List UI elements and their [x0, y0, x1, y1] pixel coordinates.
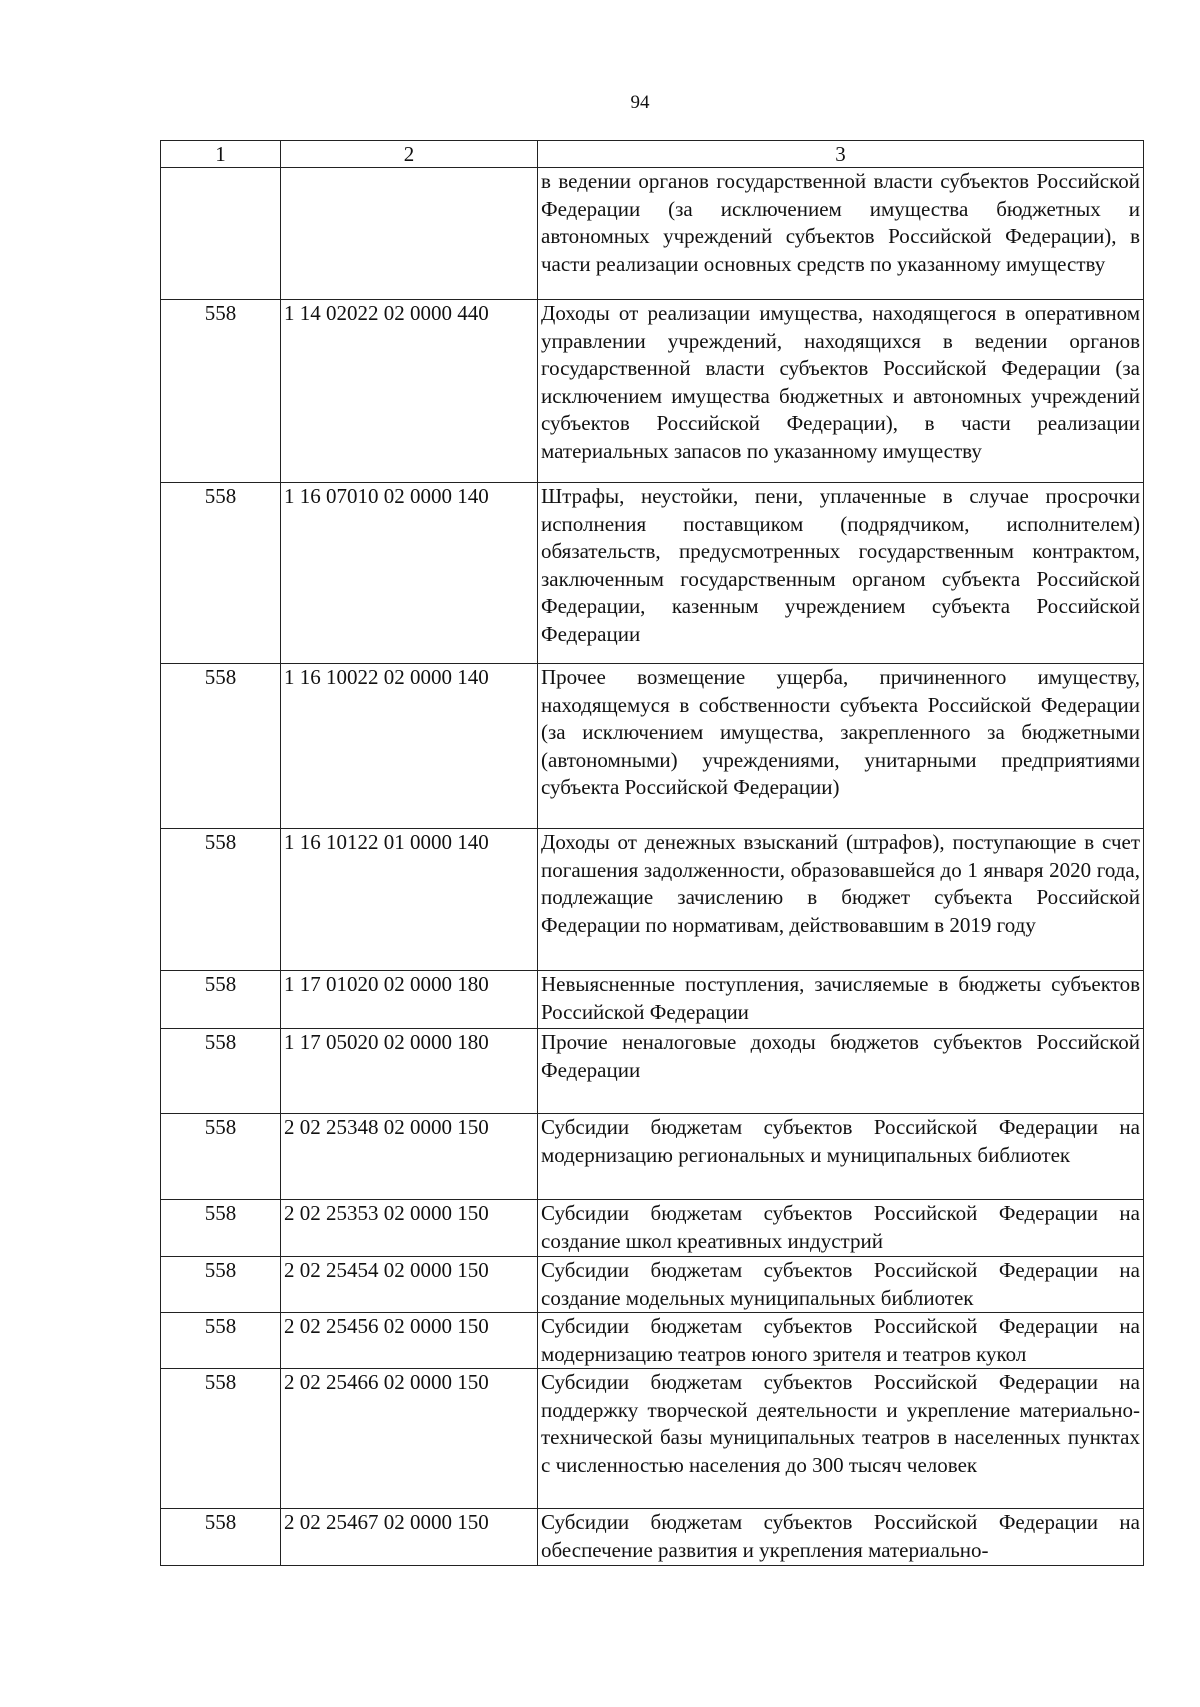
- budget-classification-code-cell: 1 16 10122 01 0000 140: [281, 829, 538, 971]
- admin-code-cell: 558: [161, 1114, 281, 1200]
- income-description-cell: Субсидии бюджетам субъектов Российской Федерации на создание модельных муниципальных библиотек: [538, 1257, 1144, 1313]
- income-description-cell: Прочее возмещение ущерба, причиненного имуществу, находящемуся в собственности субъекта Российской Федерации (за исключением имущества, закрепленного за бюджетными (автономными) учреждениями, унитарными предприятиями субъекта Российской Федерации): [538, 664, 1144, 829]
- income-description-cell: Субсидии бюджетам субъектов Российской Федерации на обеспечение развития и укрепления материально-: [538, 1509, 1144, 1566]
- table-row: [161, 1114, 1144, 1200]
- budget-classification-code-cell: 2 02 25467 02 0000 150: [281, 1509, 538, 1566]
- admin-code-cell: 558: [161, 300, 281, 483]
- table-header-row: [161, 141, 1144, 168]
- budget-classification-code-cell: [281, 168, 538, 300]
- budget-classification-code-cell: 1 17 05020 02 0000 180: [281, 1029, 538, 1114]
- budget-classification-code-cell: 1 16 07010 02 0000 140: [281, 483, 538, 664]
- admin-code-cell: 558: [161, 971, 281, 1029]
- income-description-cell: Субсидии бюджетам субъектов Российской Федерации на модернизацию театров юного зрителя и театров кукол: [538, 1313, 1144, 1369]
- column-header-2: 2: [281, 141, 538, 168]
- admin-code-cell: 558: [161, 1369, 281, 1509]
- admin-code-cell: 558: [161, 483, 281, 664]
- budget-codes-table: [160, 140, 1144, 1566]
- budget-classification-code-cell: 2 02 25348 02 0000 150: [281, 1114, 538, 1200]
- column-header-3: 3: [538, 141, 1144, 168]
- admin-code-cell: 558: [161, 1313, 281, 1369]
- budget-classification-code-cell: 2 02 25456 02 0000 150: [281, 1313, 538, 1369]
- table-row: [161, 1200, 1144, 1257]
- table-row: [161, 829, 1144, 971]
- admin-code-cell: 558: [161, 1029, 281, 1114]
- table-row: [161, 1509, 1144, 1566]
- table-row: [161, 168, 1144, 300]
- income-description-cell: Штрафы, неустойки, пени, уплаченные в случае просрочки исполнения поставщиком (подрядчиком, исполнителем) обязательств, предусмотренных государственным контрактом, заключенным государственным органом субъекта Российской Федерации, казенным учреждением субъекта Российской Федерации: [538, 483, 1144, 664]
- table-row: [161, 1029, 1144, 1114]
- income-description-cell: Прочие неналоговые доходы бюджетов субъектов Российской Федерации: [538, 1029, 1144, 1114]
- admin-code-cell: 558: [161, 1509, 281, 1566]
- budget-classification-code-cell: 2 02 25353 02 0000 150: [281, 1200, 538, 1257]
- admin-code-cell: [161, 168, 281, 300]
- table-row: [161, 971, 1144, 1029]
- admin-code-cell: 558: [161, 829, 281, 971]
- table-row: [161, 1313, 1144, 1369]
- budget-classification-code-cell: 1 17 01020 02 0000 180: [281, 971, 538, 1029]
- income-description-cell: Субсидии бюджетам субъектов Российской Федерации на создание школ креативных индустрий: [538, 1200, 1144, 1257]
- column-header-1: 1: [161, 141, 281, 168]
- budget-classification-code-cell: 1 14 02022 02 0000 440: [281, 300, 538, 483]
- admin-code-cell: 558: [161, 1257, 281, 1313]
- table-row: [161, 300, 1144, 483]
- income-description-cell: Субсидии бюджетам субъектов Российской Федерации на модернизацию региональных и муниципальных библиотек: [538, 1114, 1144, 1200]
- admin-code-cell: 558: [161, 664, 281, 829]
- table-row: [161, 664, 1144, 829]
- budget-classification-code-cell: 1 16 10022 02 0000 140: [281, 664, 538, 829]
- table-row: [161, 1257, 1144, 1313]
- page-number: 94: [630, 92, 650, 113]
- budget-classification-code-cell: 2 02 25454 02 0000 150: [281, 1257, 538, 1313]
- admin-code-cell: 558: [161, 1200, 281, 1257]
- income-description-cell: Доходы от денежных взысканий (штрафов), поступающие в счет погашения задолженности, образовавшейся до 1 января 2020 года, подлежащие зачислению в бюджет субъекта Российской Федерации по нормативам, действовавшим в 2019 году: [538, 829, 1144, 971]
- income-description-cell: Доходы от реализации имущества, находящегося в оперативном управлении учреждений, находящихся в ведении органов государственной власти субъектов Российской Федерации (за исключением имущества бюджетных и автономных учреждений субъектов Российской Федерации), в части реализации материальных запасов по указанному имуществу: [538, 300, 1144, 483]
- income-description-cell: в ведении органов государственной власти субъектов Российской Федерации (за исключением имущества бюджетных и автономных учреждений субъектов Российской Федерации), в части реализации основных средств по указанному имуществу: [538, 168, 1144, 300]
- table-row: [161, 1369, 1144, 1509]
- income-description-cell: Субсидии бюджетам субъектов Российской Федерации на поддержку творческой деятельности и укрепление материально-технической базы муниципальных театров в населенных пунктах с численностью населения до 300 тысяч человек: [538, 1369, 1144, 1509]
- budget-classification-code-cell: 2 02 25466 02 0000 150: [281, 1369, 538, 1509]
- income-description-cell: Невыясненные поступления, зачисляемые в бюджеты субъектов Российской Федерации: [538, 971, 1144, 1029]
- table-row: [161, 483, 1144, 664]
